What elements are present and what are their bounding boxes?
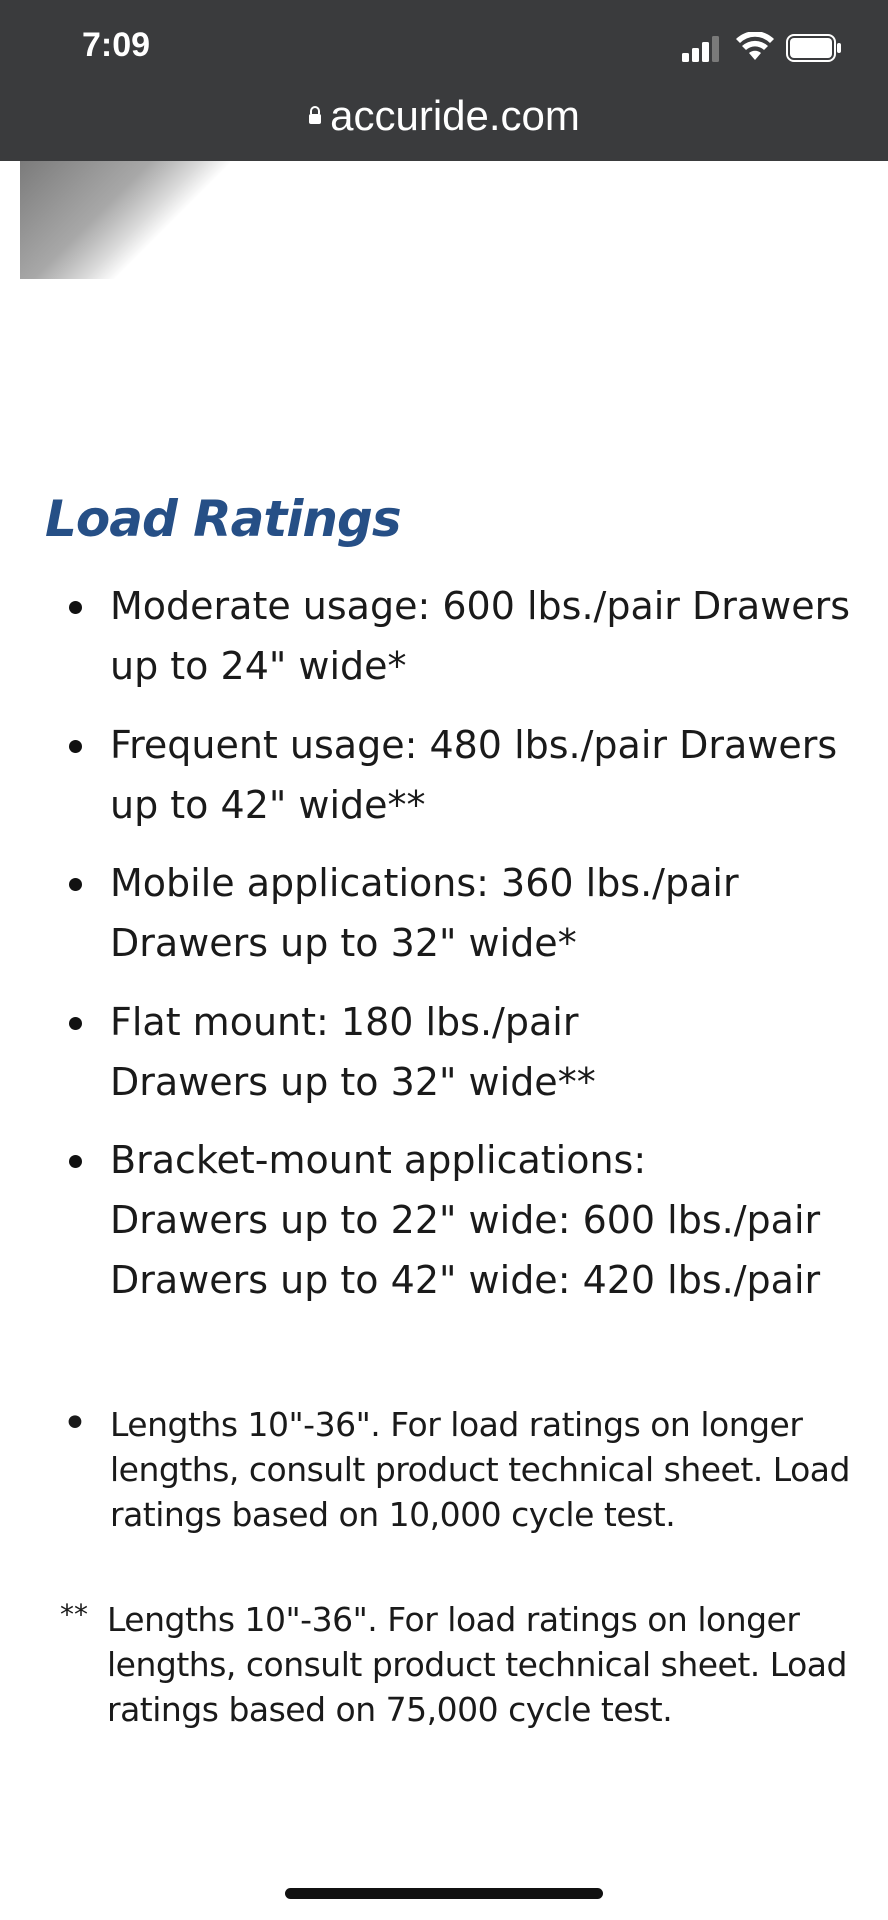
list-item: Bracket-mount applications: Drawers up to 22" wide: 600 lbs./pair Drawers up to 42" wide: 420 lbs./pair: [110, 1138, 821, 1302]
footnote-marker: •: [62, 1398, 88, 1449]
bullet-icon: [69, 740, 82, 753]
footnote-marker: **: [60, 1598, 88, 1631]
list-item: Moderate usage: 600 lbs./pair Drawers up to 24" wide*: [110, 584, 851, 688]
list-item: Mobile applications: 360 lbs./pair Drawers up to 32" wide*: [110, 861, 739, 965]
lock-icon: [308, 106, 322, 124]
bullet-icon: [69, 1017, 82, 1030]
list-item: Frequent usage: 480 lbs./pair Drawers up to 42" wide**: [110, 723, 838, 827]
bullet-icon: [69, 878, 82, 891]
url-text: accuride.com: [330, 92, 580, 139]
section-title: Load Ratings: [45, 490, 401, 548]
footnote-text: Lengths 10"-36". For load ratings on longer lengths, consult product technical sheet. Load ratings based on 10,000 cycle test.: [110, 1405, 850, 1534]
cellular-signal-icon: [682, 36, 724, 62]
wifi-icon: [736, 32, 774, 62]
bullet-icon: [69, 601, 82, 614]
battery-icon: [786, 34, 842, 62]
address-bar[interactable]: [0, 92, 888, 142]
status-bar: [0, 0, 888, 161]
bullet-icon: [69, 1155, 82, 1168]
footnote-text: Lengths 10"-36". For load ratings on longer lengths, consult product technical sheet. Load ratings based on 75,000 cycle test.: [107, 1600, 847, 1729]
product-image-fragment: [20, 161, 230, 279]
home-indicator[interactable]: [285, 1888, 603, 1899]
list-item: Flat mount: 180 lbs./pair Drawers up to 32" wide**: [110, 1000, 596, 1104]
status-time: 7:09: [82, 26, 151, 64]
